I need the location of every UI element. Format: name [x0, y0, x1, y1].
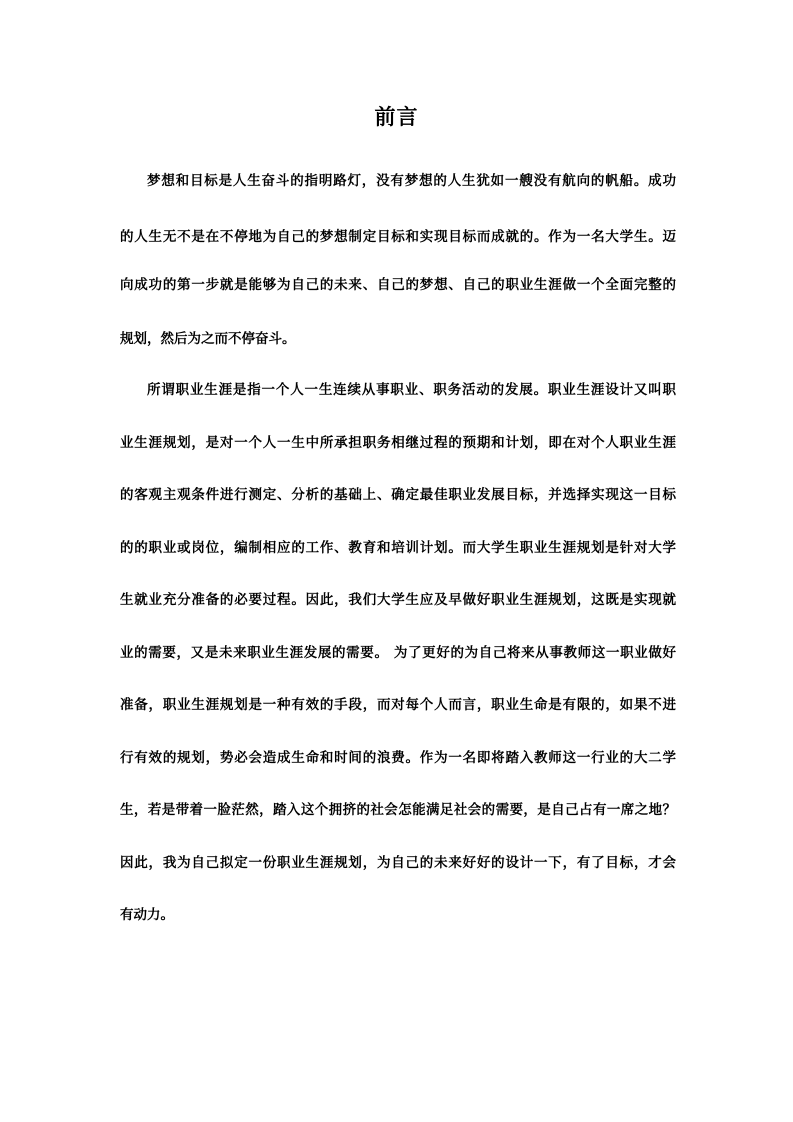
text-line: 生就业充分准备的必要过程。因此，我们大学生应及早做好职业生涯规划，这既是实现就 — [120, 592, 676, 608]
text-line: 的的职业或岗位，编制相应的工作、教育和培训计划。而大学生职业生涯规划是针对大学 — [120, 540, 676, 556]
text-line: 因此，我为自己拟定一份职业生涯规划，为自己的未来好好的设计一下，有了目标，才会 — [120, 855, 676, 871]
text-line: 向成功的第一步就是能够为自己的未来、自己的梦想、自己的职业生涯做一个全面完整的 — [120, 277, 676, 293]
text-line: 有动力。 — [120, 907, 174, 923]
text-line: 的客观主观条件进行测定、分析的基础上、确定最佳职业发展目标，并选择实现这一目标 — [120, 487, 676, 503]
text-line: 准备，职业生涯规划是一种有效的手段，而对每个人而言，职业生命是有限的，如果不进 — [120, 697, 676, 713]
text-line: 行有效的规划，势必会造成生命和时间的浪费。作为一名即将踏入教师这一行业的大二学 — [120, 750, 676, 766]
text-line: 梦想和目标是人生奋斗的指明路灯，没有梦想的人生犹如一艘没有航向的帆船。成功 — [147, 173, 676, 189]
text-line: 业的需要，又是未来职业生涯发展的需要。 为了更好的为自己将来从事教师这一职业做好 — [120, 645, 676, 661]
text-line: 规划，然后为之而不停奋斗。 — [120, 331, 296, 347]
text-line: 所谓职业生涯是指一个人一生连续从事职业、职务活动的发展。职业生涯设计又叫职 — [147, 382, 676, 398]
page-title: 前言 — [374, 104, 419, 129]
text-line: 业生涯规划，是对一个人一生中所承担职务相继过程的预期和计划，即在对个人职业生涯 — [120, 435, 676, 451]
text-line: 生，若是带着一脸茫然，踏入这个拥挤的社会怎能满足社会的需要，是自己占有一席之地？ — [120, 802, 676, 818]
text-line: 的人生无不是在不停地为自己的梦想制定目标和实现目标而成就的。作为一名大学生。迈 — [120, 229, 676, 245]
